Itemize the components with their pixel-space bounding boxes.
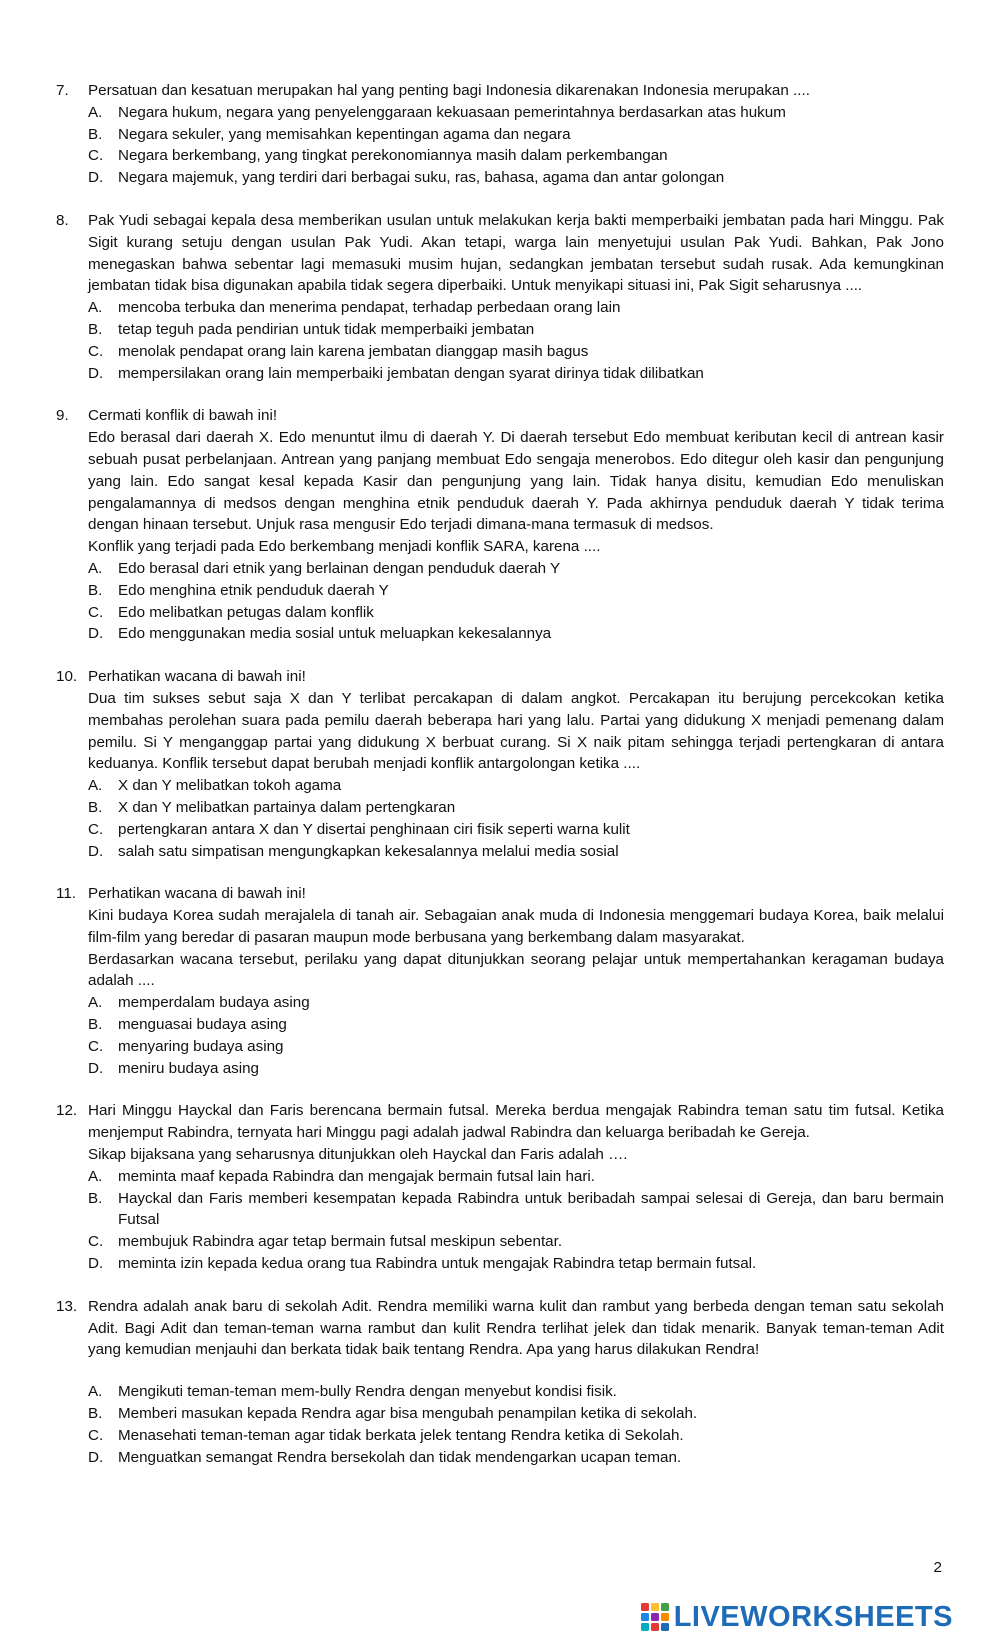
question-passage: Kini budaya Korea sudah merajalela di tanah air. Sebagaian anak muda di Indonesia menggemari budaya Korea, baik melalui film-film yang beredar di pasaran maupun mode berbusana yang berkembang dalam masyarakat. (88, 907, 944, 946)
question-passage: Edo berasal dari daerah X. Edo menuntut ilmu di daerah Y. Di daerah tersebut Edo membuat keributan kecil di antrean kasir sebuah pusat perbelanjaan. Antrean yang panjang membuat Edo sengaja menerobos. Edo ditegur oleh kasir dan pengunjung yang lain. Edo sangat kesal kepada Kasir dan pengunjung yang lain. Tidak hanya disitu, kemudian Edo menuliskan pengalamannya di medsos dengan menghina etnik penduduk daerah Y. Pada akhirnya penduduk daerah Y tidak terima dengan hinaan tersebut. Unjuk rasa mengusir Edo terjadi dimana-mana termasuk di medsos. (88, 429, 944, 534)
question-number: 9. (56, 407, 69, 425)
question-body (88, 1100, 944, 1274)
answer-option-d[interactable] (88, 623, 944, 645)
answer-option-d[interactable] (88, 1253, 944, 1275)
question-body (88, 210, 944, 384)
option-letter: D. (88, 1059, 104, 1077)
page-number: 2 (933, 1559, 942, 1576)
option-letter: C. (88, 1037, 104, 1055)
answer-option-a[interactable] (88, 1166, 944, 1188)
option-letter: A. (88, 103, 103, 121)
option-letter: A. (88, 1383, 103, 1401)
option-text: menolak pendapat orang lain karena jembatan dianggap masih bagus (118, 342, 589, 360)
option-letter: D. (88, 1448, 104, 1466)
question-number: 10. (56, 668, 78, 686)
option-letter: D. (88, 842, 104, 860)
option-letter: B. (88, 1189, 103, 1207)
option-text: Menasehati teman-teman agar tidak berkata jelek tentang Rendra ketika di Sekolah. (118, 1426, 684, 1444)
question-number: 12. (56, 1102, 78, 1120)
question-list (56, 80, 944, 1489)
answer-option-d[interactable] (88, 841, 944, 863)
option-letter: D. (88, 169, 104, 187)
answer-option-d[interactable] (88, 363, 944, 385)
answer-option-b[interactable] (88, 1188, 944, 1232)
option-letter: B. (88, 125, 103, 143)
option-text: Edo berasal dari etnik yang berlainan dengan penduduk daerah Y (118, 559, 561, 577)
option-letter: A. (88, 559, 103, 577)
answer-option-a[interactable] (88, 558, 944, 580)
option-letter: D. (88, 625, 104, 643)
answer-option-c[interactable] (88, 819, 944, 841)
question-text: Cermati konflik di bawah ini! (88, 407, 278, 425)
option-letter: C. (88, 147, 104, 165)
question-text: Perhatikan wacana di bawah ini! (88, 668, 306, 686)
option-letter: B. (88, 798, 103, 816)
question-passage: Dua tim sukses sebut saja X dan Y terlibat percakapan di dalam angkot. Percakapan itu berujung percekcokan ketika membahas perolehan suara pada pemilu daerah beberapa hari yang lalu. Partai yang didukung X menjadi pemenang dalam pemilu. Si Y menganggap partai yang didukung X berbuat curang. Si X naik pitam sehingga terjadi pertengkaran di antara keduanya. Konflik tersebut dapat berubah menjadi konflik antargolongan ketika .... (88, 689, 944, 773)
liveworksheets-wordmark: LIVEWORKSHEETS (673, 1600, 953, 1633)
option-text: tetap teguh pada pendirian untuk tidak memperbaiki jembatan (118, 320, 535, 338)
option-text: memperdalam budaya asing (118, 994, 310, 1012)
option-text: mencoba terbuka dan menerima pendapat, terhadap perbedaan orang lain (118, 299, 621, 317)
question-7 (56, 80, 944, 189)
question-prompt: Sikap bijaksana yang seharusnya ditunjukkan oleh Hayckal dan Faris adalah …. (88, 1146, 628, 1164)
question-body (88, 1296, 944, 1469)
question-row (56, 210, 944, 384)
question-text: Perhatikan wacana di bawah ini! (88, 885, 306, 903)
answer-option-c[interactable] (88, 1036, 944, 1058)
option-text: Edo melibatkan petugas dalam konflik (118, 603, 374, 621)
answer-option-a[interactable] (88, 775, 944, 797)
option-letter: B. (88, 320, 103, 338)
answer-option-c[interactable] (88, 1231, 944, 1253)
option-text: Edo menghina etnik penduduk daerah Y (118, 581, 389, 599)
option-text: meminta maaf kepada Rabindra dan mengajak bermain futsal lain hari. (118, 1167, 595, 1185)
option-text: X dan Y melibatkan tokoh agama (118, 777, 342, 795)
question-row (56, 666, 944, 862)
question-11 (56, 883, 944, 1079)
answer-option-c[interactable] (88, 145, 944, 167)
liveworksheets-logo (640, 1600, 953, 1634)
answer-option-c[interactable] (88, 602, 944, 624)
question-text: Pak Yudi sebagai kepala desa memberikan usulan untuk melakukan kerja bakti memperbaiki jembatan pada hari Minggu. Pak Sigit kurang setuju dengan usulan Pak Yudi. Akan tetapi, warga lain menyetujui usulan Pak Yudi. Bahkan, Pak Jono menegaskan bahwa sebentar lagi memasuki musim hujan, sedangkan jembatan tersebut sudah rusak. Ada kemungkinan jembatan tidak bisa digunakan apabila tidak segera diperbaiki. Untuk menyikapi situasi ini, Pak Sigit seharusnya .... (88, 211, 944, 295)
question-text: Rendra adalah anak baru di sekolah Adit. Rendra memiliki warna kulit dan rambut yang berbeda dengan teman satu sekolah Adit. Bagi Adit dan teman-teman warna rambut dan kulit Rendra terlihat jelek dan tidak menarik. Banyak teman-teman Adit yang kemudian menjauhi dan berkata tidak baik tentang Rendra. Apa yang harus dilakukan Rendra! (88, 1297, 944, 1359)
option-text: Hayckal dan Faris memberi kesempatan kepada Rabindra untuk beribadah sampai selesai di Gereja, dan baru bermain Futsal (118, 1189, 944, 1229)
question-prompt: Konflik yang terjadi pada Edo berkembang menjadi konflik SARA, karena .... (88, 538, 601, 556)
option-letter: C. (88, 1426, 104, 1444)
answer-option-b[interactable] (88, 797, 944, 819)
question-number: 13. (56, 1297, 78, 1315)
question-body (88, 666, 944, 862)
spacer (88, 1361, 944, 1381)
option-letter: B. (88, 1405, 103, 1423)
option-text: X dan Y melibatkan partainya dalam pertengkaran (118, 798, 456, 816)
question-body (88, 80, 944, 189)
option-letter: C. (88, 1233, 104, 1251)
question-text: Persatuan dan kesatuan merupakan hal yang penting bagi Indonesia dikarenakan Indonesia merupakan .... (88, 82, 810, 99)
option-text: meniru budaya asing (118, 1059, 259, 1077)
option-text: menguasai budaya asing (118, 1016, 287, 1034)
option-letter: B. (88, 581, 103, 599)
answer-option-d[interactable] (88, 1447, 944, 1469)
option-text: Memberi masukan kepada Rendra agar bisa mengubah penampilan ketika di sekolah. (118, 1405, 698, 1423)
option-text: Negara sekuler, yang memisahkan kepentingan agama dan negara (118, 125, 571, 143)
answer-option-b[interactable] (88, 1014, 944, 1036)
option-letter: D. (88, 364, 104, 382)
option-text: pertengkaran antara X dan Y disertai penghinaan ciri fisik seperti warna kulit (118, 820, 630, 838)
answer-option-a[interactable] (88, 297, 944, 319)
option-text: salah satu simpatisan mengungkapkan kekesalannya melalui media sosial (118, 842, 619, 860)
option-letter: C. (88, 603, 104, 621)
answer-option-b[interactable] (88, 1403, 944, 1425)
question-body (88, 405, 944, 645)
question-row (56, 80, 944, 189)
answer-option-a[interactable] (88, 992, 944, 1014)
option-text: mempersilakan orang lain memperbaiki jembatan dengan syarat dirinya tidak dilibatkan (118, 364, 704, 382)
answer-option-a[interactable] (88, 102, 944, 124)
answer-option-d[interactable] (88, 167, 944, 189)
option-text: Edo menggunakan media sosial untuk meluapkan kekesalannya (118, 625, 552, 643)
option-letter: C. (88, 342, 104, 360)
liveworksheets-grid-icon (640, 1602, 670, 1632)
option-letter: A. (88, 1167, 103, 1185)
question-8 (56, 210, 944, 384)
question-number: 7. (56, 82, 69, 99)
option-letter: B. (88, 1016, 103, 1034)
answer-option-b[interactable] (88, 319, 944, 341)
option-text: Menguatkan semangat Rendra bersekolah dan tidak mendengarkan ucapan teman. (118, 1448, 682, 1466)
option-text: Negara majemuk, yang terdiri dari berbagai suku, ras, bahasa, agama dan antar golongan (118, 169, 725, 187)
question-prompt: Berdasarkan wacana tersebut, perilaku yang dapat ditunjukkan seorang pelajar untuk mempertahankan keragaman budaya adalah .... (88, 950, 944, 990)
option-letter: D. (88, 1255, 104, 1273)
question-row (56, 883, 944, 1079)
option-letter: A. (88, 299, 103, 317)
question-number: 11. (56, 885, 76, 903)
option-letter: A. (88, 994, 103, 1012)
question-12 (56, 1100, 944, 1274)
question-body (88, 883, 944, 1079)
question-text: Hari Minggu Hayckal dan Faris berencana bermain futsal. Mereka berdua mengajak Rabindra teman satu tim futsal. Ketika menjemput Rabindra, ternyata hari Minggu pagi adalah jadwal Rabindra dan keluarga beribadah ke Gereja. (88, 1102, 944, 1142)
option-text: membujuk Rabindra agar tetap bermain futsal meskipun sebentar. (118, 1233, 563, 1251)
question-row (56, 405, 944, 645)
option-text: Negara hukum, negara yang penyelenggaraan kekuasaan pemerintahnya berdasarkan atas hukum (118, 103, 786, 121)
question-9 (56, 405, 944, 645)
answer-option-b[interactable] (88, 124, 944, 146)
option-text: Negara berkembang, yang tingkat perekonomiannya masih dalam perkembangan (118, 147, 668, 165)
option-text: meminta izin kepada kedua orang tua Rabindra untuk mengajak Rabindra tetap bermain futsal. (118, 1255, 757, 1273)
question-number: 8. (56, 211, 69, 229)
option-text: menyaring budaya asing (118, 1037, 284, 1055)
question-13 (56, 1296, 944, 1469)
option-letter: A. (88, 777, 103, 795)
question-row (56, 1100, 944, 1274)
question-row (56, 1296, 944, 1469)
question-10 (56, 666, 944, 862)
answer-option-d[interactable] (88, 1058, 944, 1080)
answer-option-c[interactable] (88, 1425, 944, 1447)
option-letter: C. (88, 820, 104, 838)
answer-option-a[interactable] (88, 1381, 944, 1403)
option-text: Mengikuti teman-teman mem-bully Rendra dengan menyebut kondisi fisik. (118, 1383, 617, 1401)
answer-option-b[interactable] (88, 580, 944, 602)
answer-option-c[interactable] (88, 341, 944, 363)
